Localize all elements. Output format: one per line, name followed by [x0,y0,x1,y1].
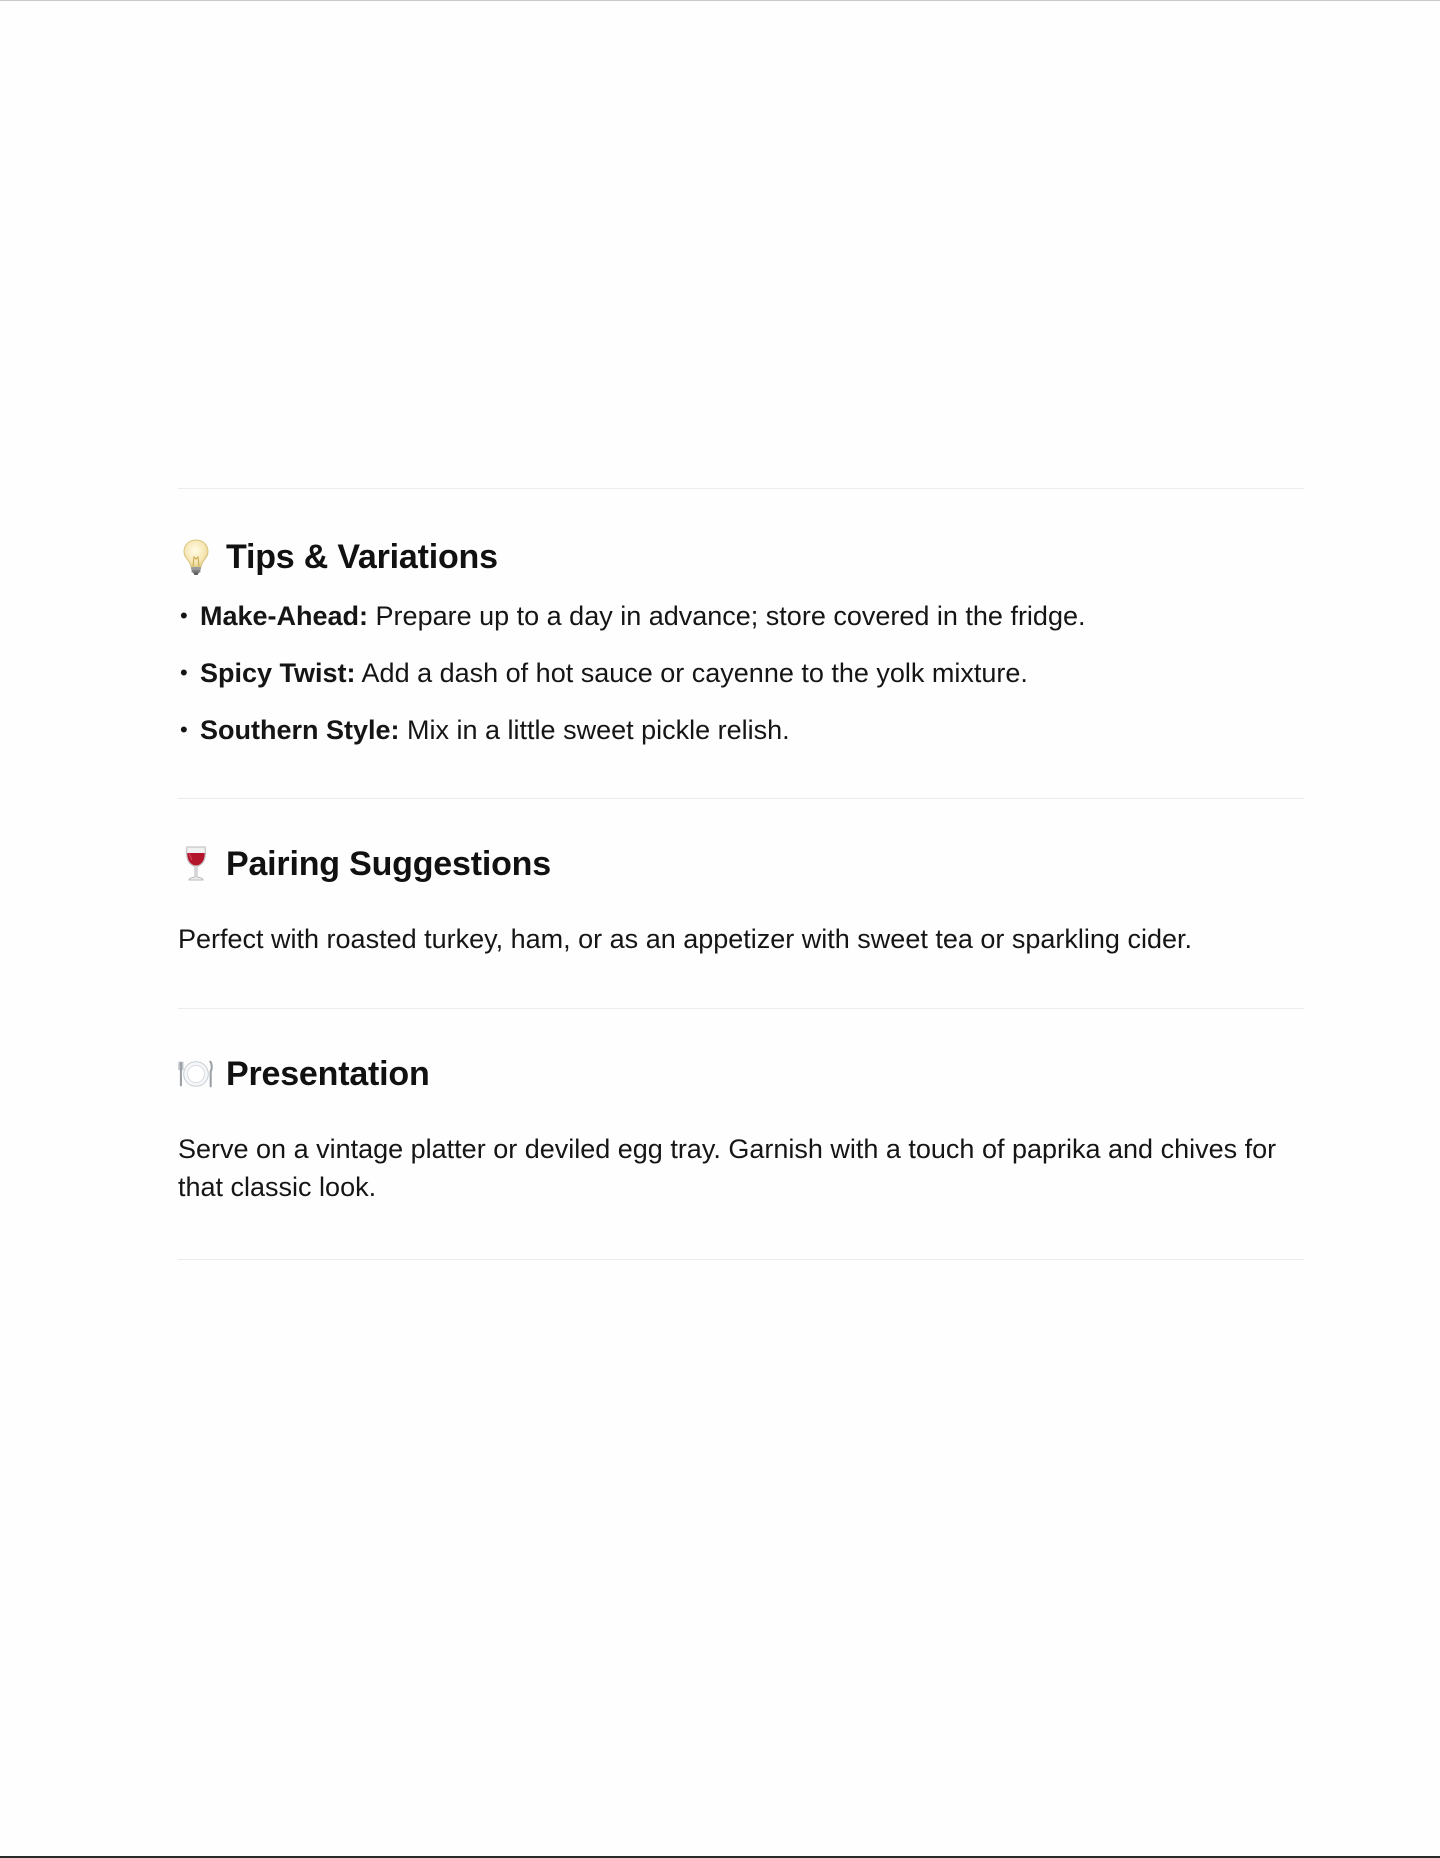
tips-section [178,489,1304,747]
tips-title: Tips & Variations [226,538,498,576]
pairing-section [178,799,1304,958]
tip-label: Southern Style: [200,715,400,745]
tips-heading [178,537,1304,577]
tip-text: Add a dash of hot sauce or cayenne to the yolk mixture. [355,658,1028,688]
presentation-heading [178,1054,1304,1094]
list-item [178,599,1304,633]
section-divider [178,1259,1304,1260]
bullet-icon: • [180,717,188,742]
tip-label: Make-Ahead: [200,601,369,631]
bullet-icon: • [180,603,188,628]
list-item [178,656,1304,690]
tip-text: Prepare up to a day in advance; store covered in the fridge. [368,601,1086,631]
tips-list [178,599,1304,747]
tip-text: Mix in a little sweet pickle relish. [399,715,790,745]
pairing-title: Pairing Suggestions [226,845,551,883]
tip-label: Spicy Twist: [200,658,356,688]
top-border [0,0,1440,1]
presentation-section [178,1009,1304,1206]
presentation-text: Serve on a vintage platter or deviled egg tray. Garnish with a touch of paprika and chives for that classic look. [178,1134,1277,1202]
plate-with-cutlery-icon [178,1054,214,1094]
bullet-icon: • [180,660,188,685]
lightbulb-icon [178,537,214,577]
presentation-title: Presentation [226,1055,430,1093]
pairing-text: Perfect with roasted turkey, ham, or as an appetizer with sweet tea or sparkling cider. [178,924,1192,954]
pairing-heading [178,844,1304,884]
list-item [178,713,1304,747]
wine-glass-icon [178,844,214,884]
recipe-notes [178,488,1304,1260]
